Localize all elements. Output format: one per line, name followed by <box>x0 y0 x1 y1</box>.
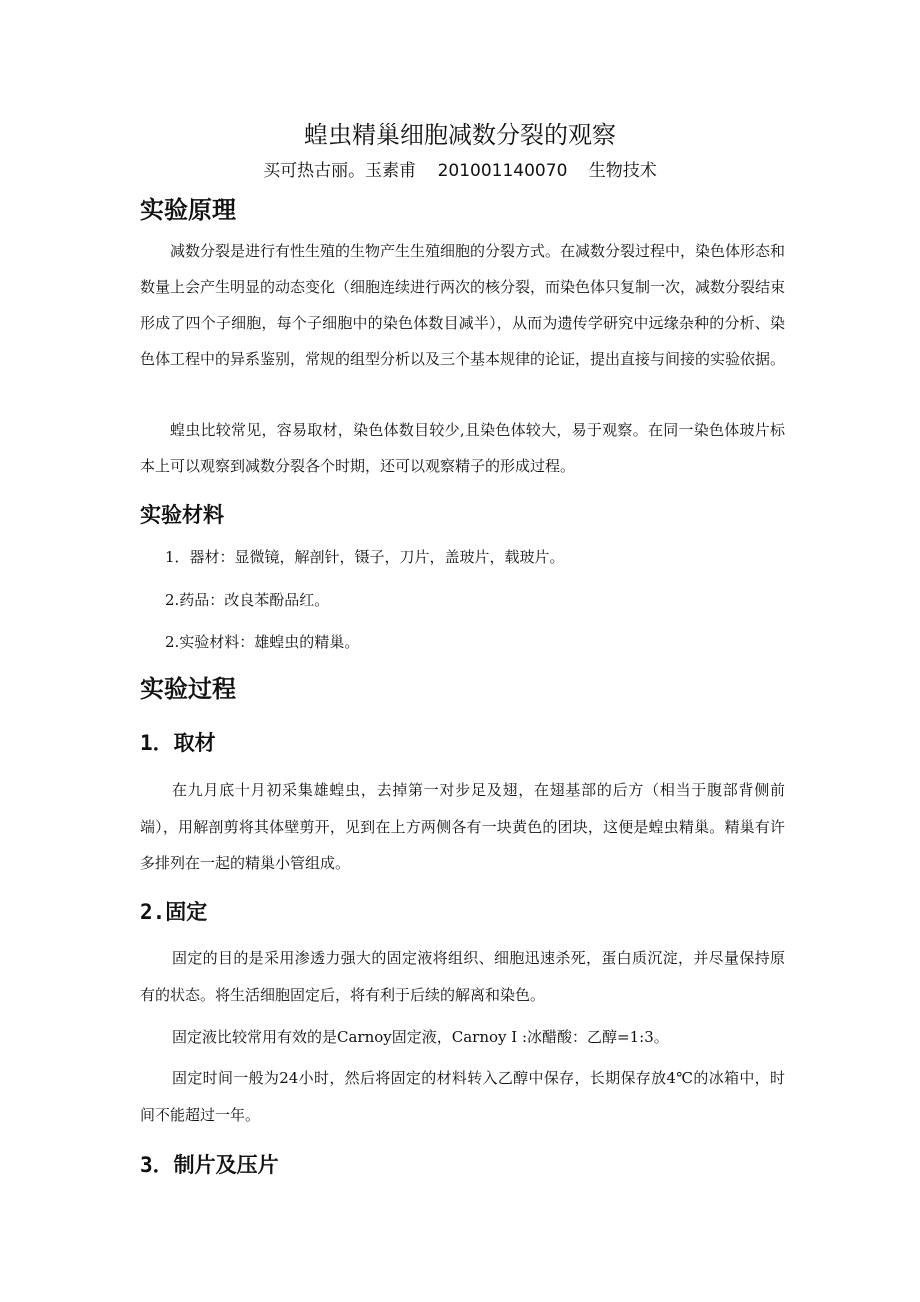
section-heading-principle: 实验原理 <box>140 196 236 224</box>
author-names: 买可热古丽。玉素甫 <box>263 161 417 181</box>
author-line <box>0 158 920 184</box>
materials-item-equipment: 1．器材：显微镜，解剖针，镊子，刀片，盖玻片，载玻片。 <box>165 548 565 566</box>
section-heading-procedure: 实验过程 <box>140 675 236 703</box>
student-id: 201001140070 <box>437 161 568 181</box>
fixation-paragraph-2: 固定液比较常用有效的是Carnoy固定液，Carnoy Ⅰ :冰醋酸：乙醇=1:3。 <box>172 1028 669 1046</box>
step-heading-sampling: 1．取材 <box>140 731 216 755</box>
materials-item-reagents: 2.药品：改良苯酚品红。 <box>165 591 330 609</box>
fixation-paragraph-1: 固定的目的是采用渗透力强大的固定液将组织、细胞迅速杀死，蛋白质沉淀，并尽量保持原有的状态。将生活细胞固定后，将有利于后续的解离和染色。 <box>140 949 785 1004</box>
materials-item-specimen: 2.实验材料：雄蝗虫的精巢。 <box>165 633 360 651</box>
step-heading-slide-prep: 3．制片及压片 <box>140 1153 279 1177</box>
sampling-paragraph: 在九月底十月初采集雄蝗虫，去掉第一对步足及翅，在翅基部的后方（相当于腹部背侧前端），用解剖剪将其体壁剪开，见到在上方两侧各有一块黄色的团块，这便是蝗虫精巢。精巢有许多排列在一起的精巢小管组成。 <box>140 781 785 872</box>
major: 生物技术 <box>588 161 657 181</box>
section-heading-materials: 实验材料 <box>140 503 224 527</box>
principle-paragraph-2: 蝗虫比较常见，容易取材，染色体数目较少,且染色体较大，易于观察。在同一染色体玻片标本上可以观察到减数分裂各个时期，还可以观察精子的形成过程。 <box>140 421 785 475</box>
fixation-paragraph-3: 固定时间一般为24小时，然后将固定的材料转入乙醇中保存，长期保存放4℃的冰箱中，时间不能超过一年。 <box>140 1069 785 1124</box>
step-heading-fixation: 2.固定 <box>140 900 208 924</box>
principle-paragraph-1: 减数分裂是进行有性生殖的生物产生生殖细胞的分裂方式。在减数分裂过程中，染色体形态和数量上会产生明显的动态变化（细胞连续进行两次的核分裂，而染色体只复制一次，减数分裂结束形成了四个子细胞，每个子细胞中的染色体数目减半），从而为遗传学研究中远缘杂种的分析、染色体工程中的异系鉴别，常规的组型分析以及三个基本规律的论证，提出直接与间接的实验依据。 <box>140 242 786 368</box>
document-title: 蝗虫精巢细胞减数分裂的观察 <box>304 121 616 149</box>
